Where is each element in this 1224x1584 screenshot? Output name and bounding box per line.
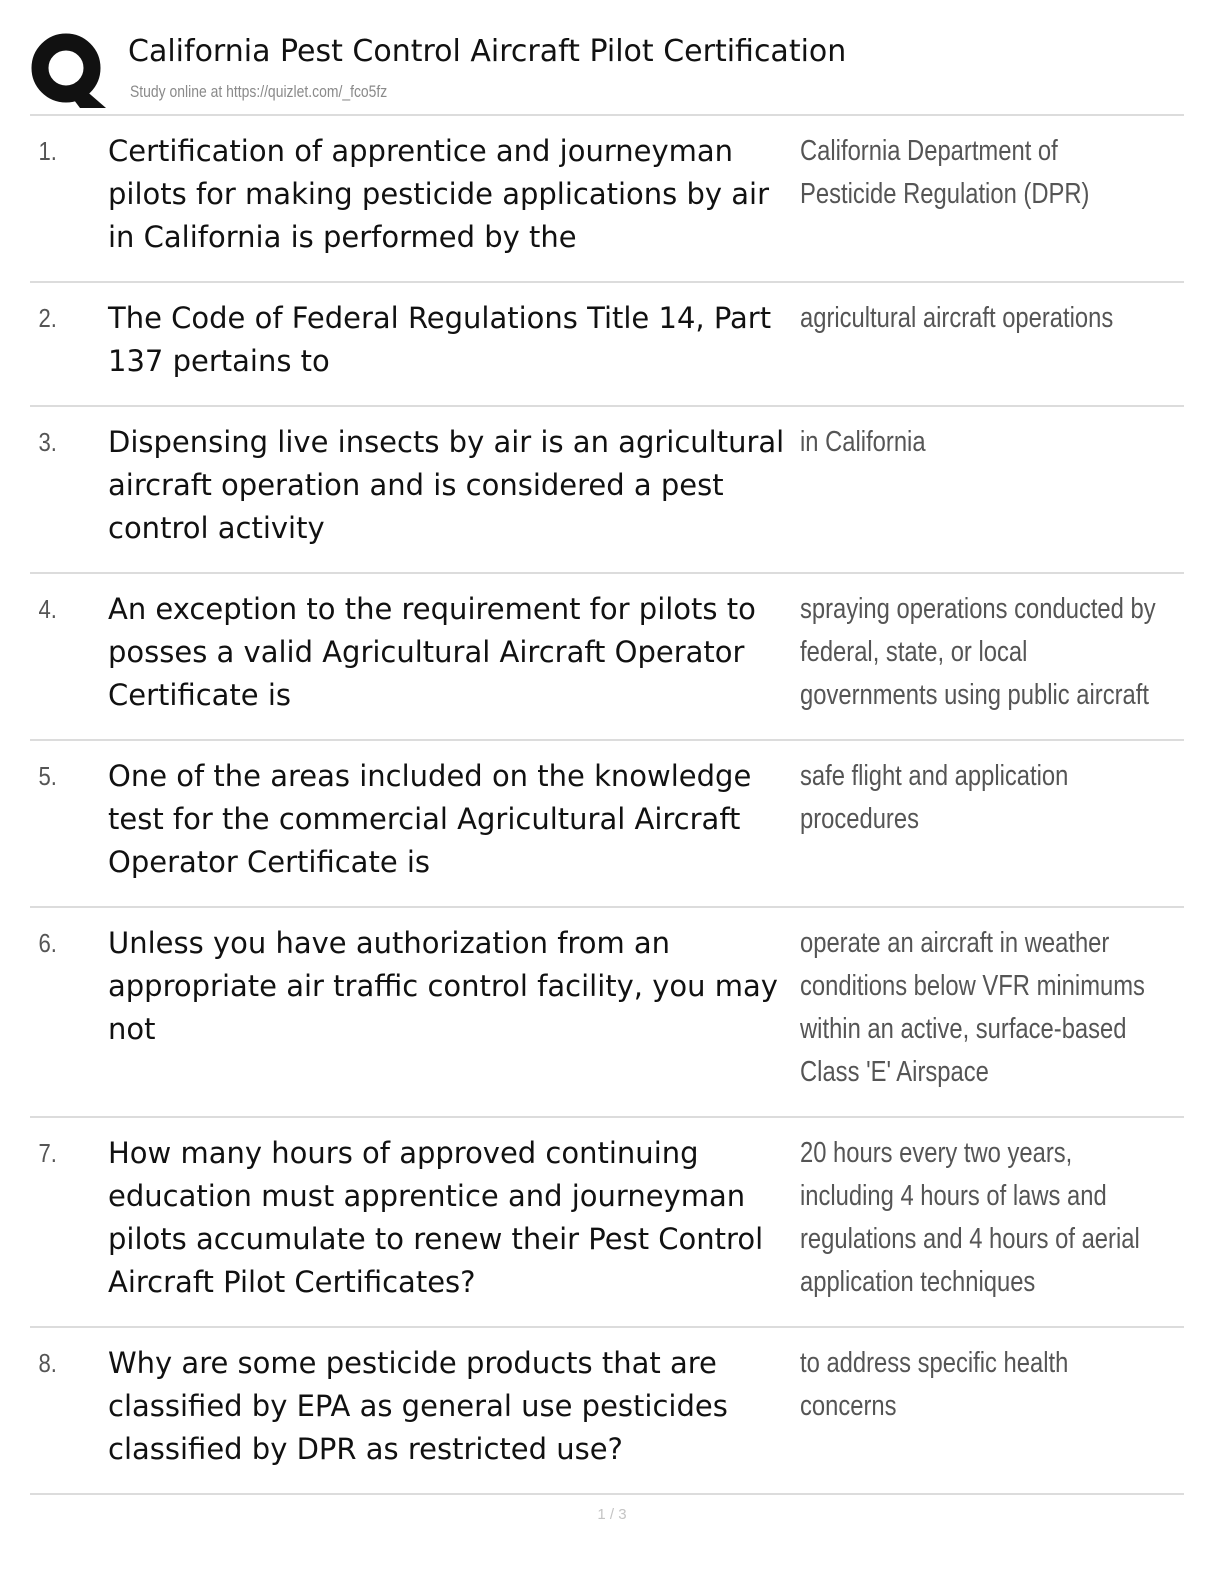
card-term: One of the areas included on the knowledge test for the commercial Agricultural Aircraft Operator Certificate is: [108, 759, 752, 879]
card-definition: to address specific health concerns: [800, 1347, 1069, 1422]
card-term: Dispensing live insects by air is an agricultural aircraft operation and is considered a pest control activity: [108, 425, 785, 545]
card-definition: California Department of Pesticide Regulation (DPR): [800, 135, 1090, 210]
flashcard-row: [30, 407, 1184, 574]
card-number: 2.: [38, 303, 57, 333]
card-number: 5.: [38, 761, 57, 791]
page-title: California Pest Control Aircraft Pilot Certification: [128, 34, 847, 69]
card-term: Why are some pesticide products that are classified by EPA as general use pesticides classified by DPR as restricted use?: [108, 1346, 728, 1466]
card-number: 3.: [38, 427, 57, 457]
card-term: An exception to the requirement for pilots to posses a valid Agricultural Aircraft Operator Certificate is: [108, 592, 756, 712]
flashcard-row: [30, 1118, 1184, 1328]
card-term: Unless you have authorization from an appropriate air traffic control facility, you may not: [108, 926, 778, 1046]
card-definition: agricultural aircraft operations: [800, 302, 1114, 334]
card-term: Certification of apprentice and journeyman pilots for making pesticide applications by air in California is performed by the: [108, 134, 770, 254]
card-number: 6.: [38, 928, 57, 958]
card-definition: spraying operations conducted by federal, state, or local governments using public aircraft: [800, 593, 1156, 711]
card-definition: operate an aircraft in weather conditions below VFR minimums within an active, surface-based Class 'E' Airspace: [800, 927, 1145, 1088]
flashcard-row: [30, 574, 1184, 741]
flashcard-row: [30, 908, 1184, 1118]
page-indicator: 1 / 3: [597, 1506, 627, 1523]
flashcard-row: [30, 116, 1184, 283]
study-online-link[interactable]: Study online at https://quizlet.com/_fco5fz: [130, 82, 388, 101]
card-number: 8.: [38, 1348, 57, 1378]
card-number: 7.: [38, 1138, 57, 1168]
flashcard-list: [30, 116, 1184, 1495]
card-definition: safe flight and application procedures: [800, 760, 1069, 835]
flashcard-row: [30, 283, 1184, 407]
card-number: 4.: [38, 594, 57, 624]
card-number: 1.: [38, 136, 57, 166]
flashcard-row: [30, 741, 1184, 908]
card-term: How many hours of approved continuing education must apprentice and journeyman pilots accumulate to renew their Pest Control Aircraft Pilot Certificates?: [108, 1136, 764, 1299]
card-definition: in California: [800, 426, 926, 458]
quizlet-q-logo-icon: [30, 32, 106, 108]
flashcard-row: [30, 1328, 1184, 1495]
card-definition: 20 hours every two years, including 4 hours of laws and regulations and 4 hours of aerial application techniques: [800, 1137, 1140, 1298]
card-term: The Code of Federal Regulations Title 14, Part 137 pertains to: [108, 301, 772, 378]
page-header: [30, 28, 1184, 116]
